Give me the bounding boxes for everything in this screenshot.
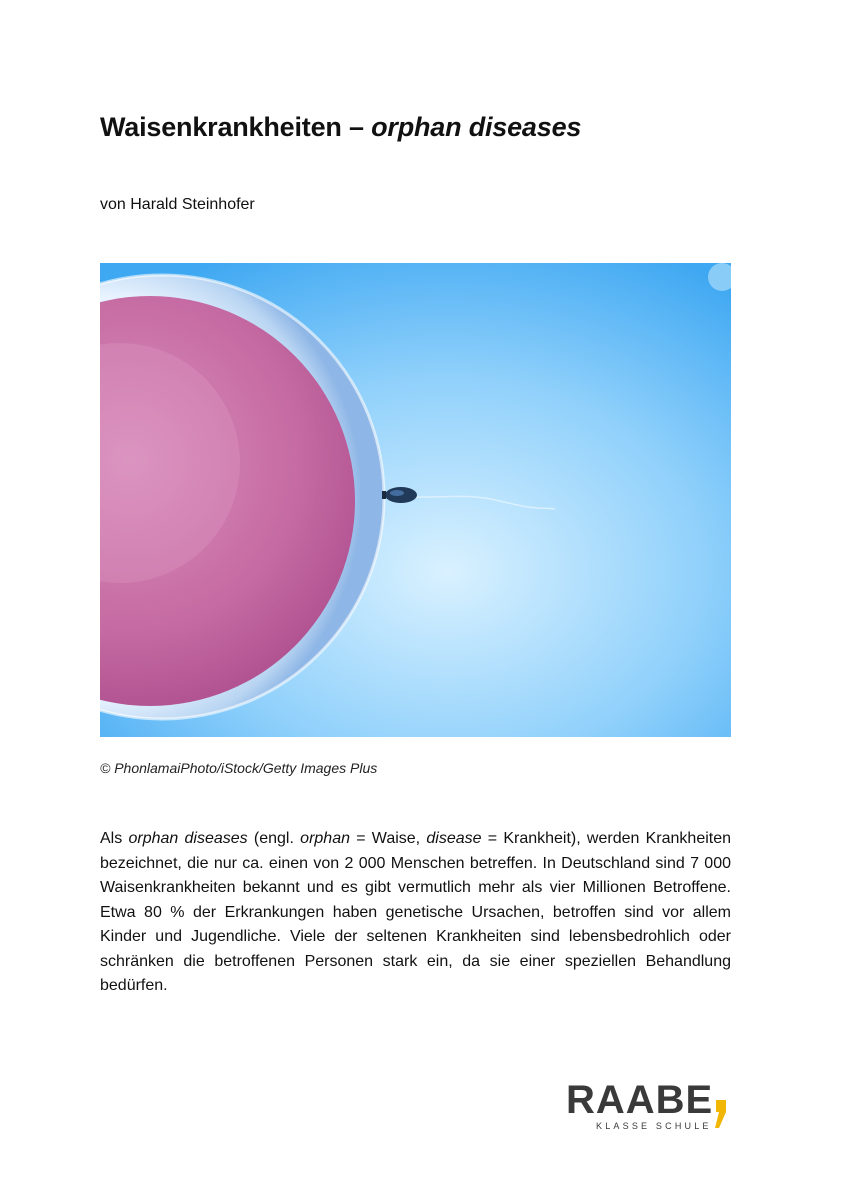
image-credit: © PhonlamaiPhoto/iStock/Getty Images Plus [100,760,378,776]
body-text-2: (engl. [247,830,301,847]
raabe-logo [566,1080,738,1132]
body-text-4: = Krankheit), werden Krankheiten bezeichnet, die nur ca. einen von 2 000 Menschen betreffen. In Deutschland sind 7 000 Waisenkrankheiten bekannt und es gibt vermutlich mehr als vier Millionen Betroffene. Etwa 80 % der Erkrankungen haben genetische Ursachen, betroffen sind vor allem Kinder und Jugendliche. Viele der seltenen Krankheiten sind lebensbedrohlich oder schränken die betroffenen Personen stark ein, da sie einer speziellen Behandlung bedürfen. [100,830,732,994]
title-italic: orphan diseases [371,112,582,142]
logo-tagline: KLASSE SCHULE [596,1121,712,1131]
body-italic-disease: disease [426,830,482,847]
intro-paragraph [100,827,731,999]
body-text-1: Als [100,830,129,847]
logo-wordmark: RAABE [566,1078,714,1122]
body-text-3: = Waise, [350,830,427,847]
author-line: von Harald Steinhofer [100,196,255,213]
title-main: Waisenkrankheiten – [100,112,372,142]
body-italic-orphan: orphan [300,830,350,847]
body-italic-orphan-diseases: orphan diseases [128,830,248,847]
logo-comma-icon [714,1100,726,1128]
egg-cell-image [100,263,731,737]
page-title [100,112,581,143]
